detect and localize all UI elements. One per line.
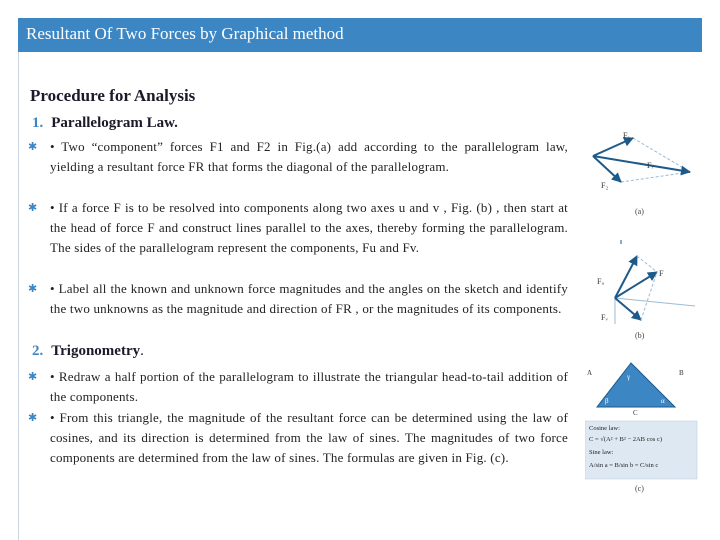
asterisk-icon: ✱ <box>28 371 38 383</box>
section-heading: Procedure for Analysis <box>30 86 196 105</box>
figure-a-parallelogram <box>585 128 700 220</box>
bullet-item <box>28 408 568 468</box>
bullet-text: • From this triangle, the magnitude of the resultant force can be determined using the law of cosines, and its direction is determined from the law of sines. The magnitudes of two force components are determined from the law of sines. The formulas are given in Fig. (c). <box>50 410 568 465</box>
figure-c-sine-law: A/sin a = B/sin b = C/sin c <box>589 462 659 469</box>
bullet-item <box>28 137 568 177</box>
bullet-text: • Redraw a half portion of the parallelogram to illustrate the triangular head-to-tail addition of the components. <box>50 369 568 404</box>
subheading-suffix: . <box>140 343 144 359</box>
figure-a-caption: (a) <box>635 207 644 216</box>
subheading-number: 2. <box>32 343 44 359</box>
asterisk-icon: ✱ <box>28 202 38 214</box>
figure-c-sine-law-title: Sine law: <box>589 449 614 456</box>
asterisk-icon: ✱ <box>28 412 38 424</box>
slide-title: Resultant Of Two Forces by Graphical method <box>26 24 344 43</box>
asterisk-icon: ✱ <box>28 141 38 153</box>
figure-b-caption: (b) <box>635 331 645 340</box>
figure-b-label-f: F <box>659 269 664 278</box>
figure-c-vertex-a: A <box>587 369 593 377</box>
asterisk-icon: ✱ <box>28 283 38 295</box>
figure-c-cosine-law: C = √(A² + B² − 2AB cos c) <box>589 436 662 443</box>
figure-b-resolution <box>585 240 700 342</box>
figure-b-label-fv: Fᵥ <box>601 313 608 322</box>
bullet-item <box>28 198 568 258</box>
subheading-title: Parallelogram Law. <box>51 115 178 131</box>
subheading-trigonometry <box>32 343 144 360</box>
bullet-item <box>28 367 568 407</box>
figure-c-trigonometry <box>585 355 700 495</box>
figure-b-label-fu: Fᵤ <box>597 277 605 286</box>
figure-c-angle-alpha: α <box>661 397 665 405</box>
subheading-title: Trigonometry <box>51 343 141 359</box>
figure-c-angle-beta: β <box>605 397 609 405</box>
figure-c-cosine-law-title: Cosine law: <box>589 425 620 432</box>
figure-a-label-f1: F₁ <box>623 131 631 140</box>
title-bar <box>18 18 702 52</box>
figure-c-vertex-c: C <box>633 409 638 417</box>
subheading-number: 1. <box>32 115 44 131</box>
bullet-text: • If a force F is to be resolved into components along two axes u and v , Fig. (b) , then start at the head of force F and construct lines parallel to the axes, thereby forming the parallelogram. The sides of the parallelogram represent the components, Fu and Fv. <box>50 200 568 255</box>
figure-c-angle-gamma: γ <box>627 373 631 381</box>
figure-a-label-fr: Fᵣ <box>647 161 654 170</box>
subheading-parallelogram-law <box>32 115 178 132</box>
figure-c-vertex-b: B <box>679 369 684 377</box>
bullet-text: • Label all the known and unknown force magnitudes and the angles on the sketch and identify the two unknowns as the magnitude and direction of FR , or the magnitudes of its components. <box>50 281 568 316</box>
bullet-item <box>28 279 568 319</box>
figure-c-caption: (c) <box>635 484 644 493</box>
bullet-text: • Two “component” forces F1 and F2 in Fig.(a) add according to the parallelogram law, yielding a resultant force FR that forms the diagonal of the parallelogram. <box>50 139 568 174</box>
figure-a-label-f2: F₂ <box>601 181 609 190</box>
